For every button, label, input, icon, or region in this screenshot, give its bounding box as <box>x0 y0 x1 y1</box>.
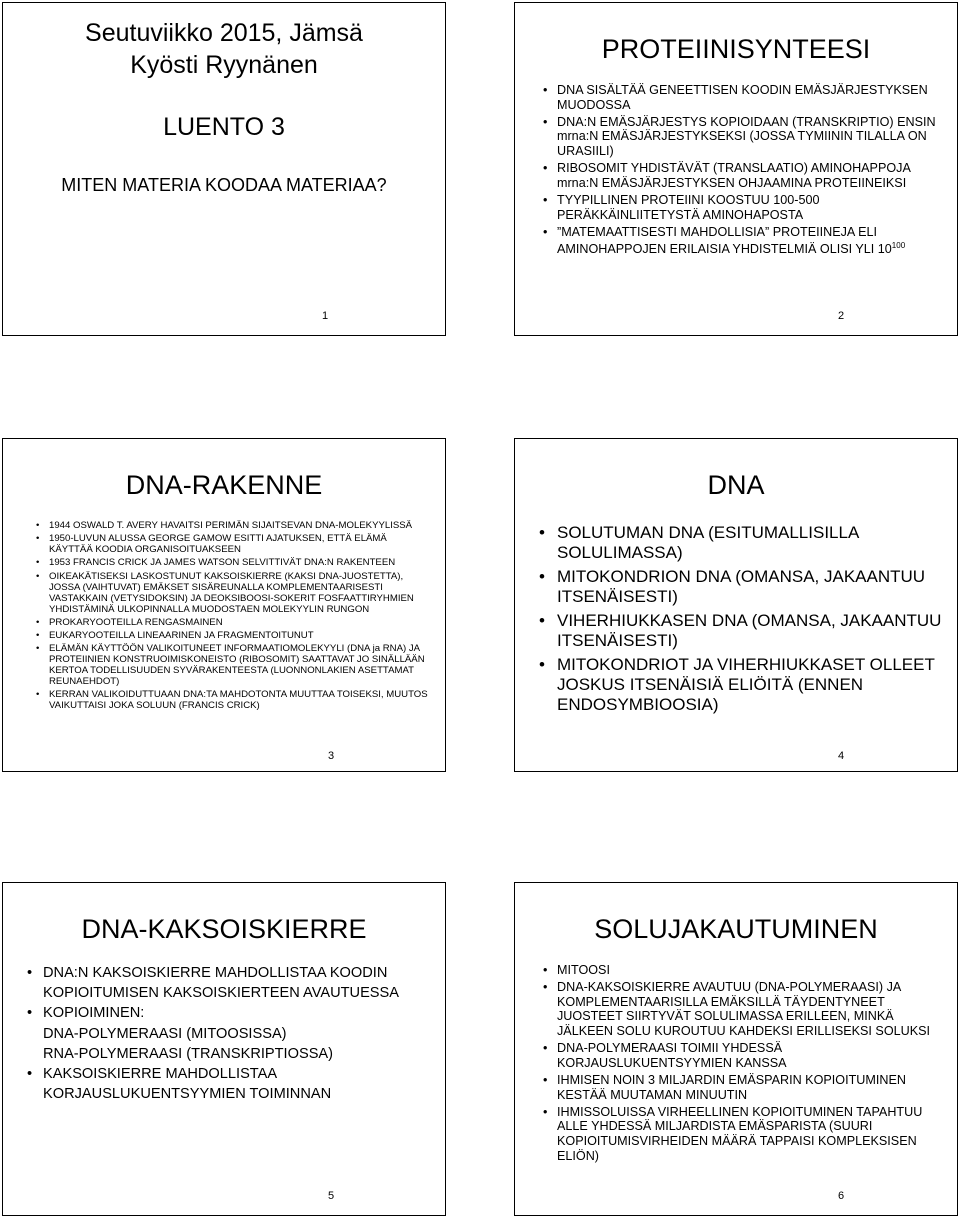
list-item: • DNA:N EMÄSJÄRJESTYS KOPIOIDAAN (TRANSKRIPTIO) ENSIN mrna:N EMÄSJÄRJESTYKSEKSI (JOSSA TYMIININ TILALLA ON URASIILI) <box>557 115 949 159</box>
slide-2 <box>514 2 958 336</box>
bullet-list <box>49 520 429 714</box>
slide-title: DNA-RAKENNE <box>125 470 323 500</box>
list-item: • ELÄMÄN KÄYTTÖÖN VALIKOITUNEET INFORMAATIOMOLEKYYLI (DNA ja RNA) JA PROTEIINIEN KONSTRUOIMISKONEISTO (RIBOSOMIT) SAATTAVAT JO SINÄLLÄÄN KERTOA TODELLISUUDEN SYVÄRAKENTEESTA (LUONNONLAKIEN ASETTAMAT REUNAEHDOT) <box>49 643 429 687</box>
bullet-list <box>557 963 949 1166</box>
list-item: • TYYPILLINEN PROTEIINI KOOSTUU 100-500 PERÄKKÄINLIITETYSTÄ AMINOHAPOSTA <box>557 193 949 222</box>
slide-1-heading <box>3 17 445 81</box>
list-item: • KOPIOIMINEN: <box>43 1003 435 1023</box>
list-item: • IHMISEN NOIN 3 MILJARDIN EMÄSPARIN KOPIOITUMINEN KESTÄÄ MUUTAMAN MINUUTIN <box>557 1073 949 1102</box>
list-item: • MITOKONDRIOT JA VIHERHIUKKASET OLLEET JOSKUS ITSENÄISIÄ ELIÖITÄ (ENNEN ENDOSYMBIOOSIA) <box>557 655 949 715</box>
list-item <box>557 225 949 257</box>
slide-3 <box>2 438 446 772</box>
list-item: • SOLUTUMAN DNA (ESITUMALLISILLA SOLULIMASSA) <box>557 523 949 563</box>
list-item-text: ”MATEMAATTISESTI MAHDOLLISIA” PROTEIINEJA ELI AMINOHAPPOJEN ERILAISIA YHDISTELMIÄ OLISI YLI 10 <box>557 224 892 257</box>
list-item: • DNA SISÄLTÄÄ GENEETTISEN KOODIN EMÄSJÄRJESTYKSEN MUODOSSA <box>557 83 949 112</box>
list-item: • RIBOSOMIT YHDISTÄVÄT (TRANSLAATIO) AMINOHAPPOJA mrna:N EMÄSJÄRJESTYKSEN OHJAAMINA PROTEIINEIKSI <box>557 161 949 190</box>
slide-1-line2: Kyösti Ryynänen <box>130 51 318 79</box>
list-item: • IHMISSOLUISSA VIRHEELLINEN KOPIOITUMINEN TAPAHTUU ALLE YHDESSÄ MILJARDISTA EMÄSPARISTA (SUURI KOPIOITUMISVIRHEIDEN MÄÄRÄ TAPPAISI KOMPLEKSISEN ELIÖN) <box>557 1105 949 1163</box>
slide-number: 2 <box>837 310 845 322</box>
slide-number: 1 <box>321 310 329 322</box>
slide-title: DNA-KAKSOISKIERRE <box>81 914 367 944</box>
slide-title: PROTEIINISYNTEESI <box>601 34 871 64</box>
list-item: • PROKARYOOTEILLA RENGASMAINEN <box>49 617 429 628</box>
list-item: • DNA-POLYMERAASI TOIMII YHDESSÄ KORJAUSLUKUENTSYYMIEN KANSSA <box>557 1041 949 1070</box>
list-item: • 1953 FRANCIS CRICK JA JAMES WATSON SELVITTIVÄT DNA:N RAKENTEEN <box>49 557 429 568</box>
slide-5 <box>2 882 446 1216</box>
exponent: 100 <box>891 241 906 251</box>
list-item: • OIKEAKÄTISEKSI LASKOSTUNUT KAKSOISKIERRE (KAKSI DNA-JUOSTETTA), JOSSA (VAIHTUVAT) EMÄKSET SISÄREUNALLA KOMPLEMENTAARISESTI VASTAKKAIN (VETYSIDOKSIN) JA DEOKSIBOOSI-SOKERIT FOSFAATTIRYHMIEN YHDISTÄMINÄ ULKOPINNALLA MUODOSTAEN MOLEKYYLIN RUNGON <box>49 571 429 615</box>
list-item: • KERRAN VALIKOIDUTTUAAN DNA:TA MAHDOTONTA MUUTTAA TOISEKSI, MUUTOS VAIKUTTAISI JOKA SOLUUN (FRANCIS CRICK) <box>49 689 429 711</box>
slide-title: DNA <box>707 470 765 500</box>
slide-1-line1: Seutuviikko 2015, Jämsä <box>85 19 363 47</box>
list-item: RNA-POLYMERAASI (TRANSKRIPTIOSSA) <box>43 1045 334 1062</box>
slide-4 <box>514 438 958 772</box>
list-item: • DNA-KAKSOISKIERRE AVAUTUU (DNA-POLYMERAASI) JA KOMPLEMENTAARISILLA EMÄKSILLÄ TÄYDENTYNEET JUOSTEET SIIRTYVÄT SOLULIMASSA ERILLEEN, MINKÄ JÄLKEEN SOLU KUROUTUU KAHDEKSI ERILLISEKSI SOLUKSI <box>557 980 949 1038</box>
list-item: DNA-POLYMERAASI (MITOOSISSA) <box>43 1025 287 1042</box>
list-item: • MITOKONDRION DNA (OMANSA, JAKAANTUU ITSENÄISESTI) <box>557 567 949 607</box>
slide-number: 6 <box>837 1190 845 1202</box>
slide-number: 5 <box>327 1190 335 1202</box>
list-item: • EUKARYOOTEILLA LINEAARINEN JA FRAGMENTOITUNUT <box>49 630 429 641</box>
bullet-list <box>557 523 949 719</box>
slide-title: SOLUJAKAUTUMINEN <box>594 914 878 944</box>
slide-1-lecture: LUENTO 3 <box>163 113 285 141</box>
list-item: • VIHERHIUKKASEN DNA (OMANSA, JAKAANTUU ITSENÄISESTI) <box>557 611 949 651</box>
bullet-list <box>43 963 435 1104</box>
bullet-list <box>557 83 949 260</box>
slide-1-subtitle: MITEN MATERIA KOODAA MATERIAA? <box>61 175 387 195</box>
list-item: • MITOOSI <box>557 963 949 978</box>
slide-number: 3 <box>327 750 335 762</box>
slide-1 <box>2 2 446 336</box>
list-item: • 1950-LUVUN ALUSSA GEORGE GAMOW ESITTI AJATUKSEN, ETTÄ ELÄMÄ KÄYTTÄÄ KOODIA ORGANISOITUAKSEEN <box>49 533 429 555</box>
list-item: • KAKSOISKIERRE MAHDOLLISTAA KORJAUSLUKUENTSYYMIEN TOIMINNAN <box>43 1064 435 1104</box>
list-item: • 1944 OSWALD T. AVERY HAVAITSI PERIMÄN SIJAITSEVAN DNA-MOLEKYYLISSÄ <box>49 520 429 531</box>
slide-6 <box>514 882 958 1216</box>
list-item: • DNA:N KAKSOISKIERRE MAHDOLLISTAA KOODIN KOPIOITUMISEN KAKSOISKIERTEEN AVAUTUESSA <box>43 963 435 1003</box>
slide-number: 4 <box>837 750 845 762</box>
